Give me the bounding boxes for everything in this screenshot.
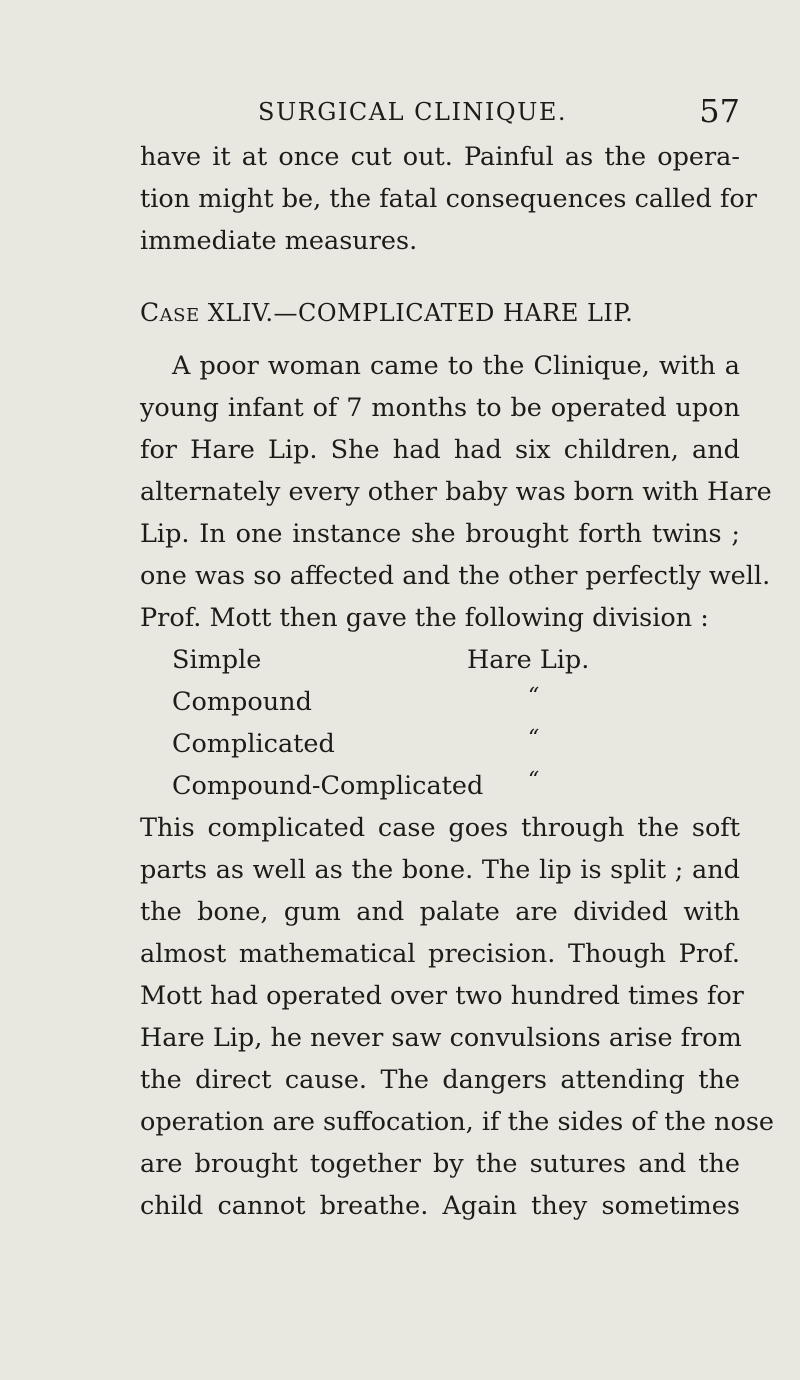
division-kind: Compound — [172, 687, 312, 717]
text-line: Lip. In one instance she brought forth twins ; — [140, 519, 740, 549]
text-line: Prof. Mott then gave the following division : — [140, 603, 709, 633]
text-line: the direct cause. The dangers attending the — [140, 1065, 740, 1095]
text-line: Mott had operated over two hundred times for — [140, 981, 744, 1011]
text-line: parts as well as the bone. The lip is split ; and — [140, 855, 740, 885]
text-line: young infant of 7 months to be operated upon — [140, 393, 740, 423]
text-line: This complicated case goes through the soft — [140, 813, 740, 843]
division-kind: Simple — [172, 645, 262, 675]
text-line: are brought together by the sutures and the — [140, 1149, 740, 1179]
text-line: operation are suffocation, if the sides of the nose — [140, 1107, 775, 1137]
division-row — [172, 687, 312, 717]
case-heading — [140, 298, 633, 327]
division-row — [172, 729, 335, 759]
division-kind: Complicated — [172, 729, 335, 759]
case-label: Case — [140, 298, 200, 327]
text-line: almost mathematical precision. Though Prof. — [140, 939, 740, 969]
ditto-mark: “ — [528, 684, 540, 709]
text-line: one was so affected and the other perfectly well. — [140, 561, 771, 591]
text-line: tion might be, the fatal consequences called for — [140, 184, 757, 214]
ditto-mark: “ — [528, 768, 540, 793]
page-number: 57 — [699, 92, 740, 130]
text-line: the bone, gum and palate are divided with — [140, 897, 740, 927]
text-line: alternately every other baby was born with Hare — [140, 477, 772, 507]
text-line: child cannot breathe. Again they sometimes — [140, 1191, 740, 1221]
text-line: A poor woman came to the Clinique, with a — [172, 351, 740, 381]
text-line: for Hare Lip. She had had six children, and — [140, 435, 740, 465]
division-kind: Compound-Complicated — [172, 771, 484, 801]
division-type: Hare Lip. — [467, 645, 590, 675]
ditto-mark: “ — [528, 726, 540, 751]
division-row — [172, 771, 484, 801]
text-line: immediate measures. — [140, 226, 418, 256]
running-head: SURGICAL CLINIQUE. — [258, 98, 567, 126]
page-header — [140, 92, 740, 132]
case-title: XLIV.—COMPLICATED HARE LIP. — [207, 299, 634, 327]
text-line: have it at once cut out. Painful as the opera- — [140, 142, 740, 172]
division-row — [172, 645, 262, 675]
text-line: Hare Lip, he never saw convulsions arise from — [140, 1023, 742, 1053]
